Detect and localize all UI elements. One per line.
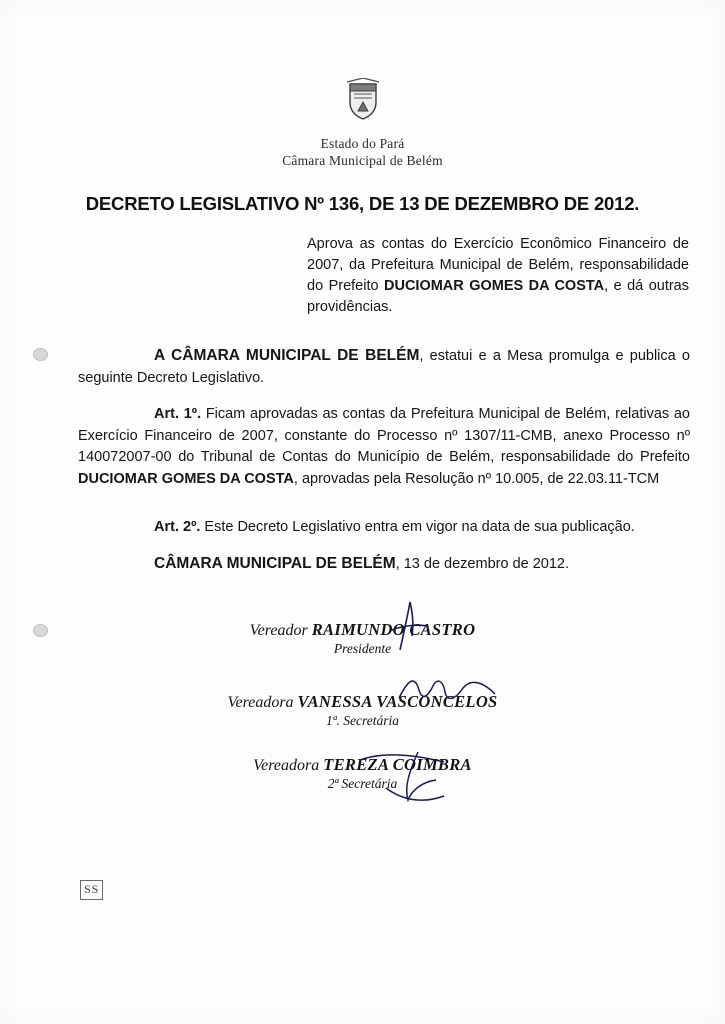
ementa-mayor-name: DUCIOMAR GOMES DA COSTA: [384, 278, 605, 294]
signature-role: 1ª. Secretária: [326, 713, 399, 728]
signature-name: TEREZA COIMBRA: [323, 755, 472, 774]
signature-role: 2ª Secretária: [327, 776, 398, 791]
signature-name: RAIMUNDO CASTRO: [311, 620, 476, 639]
preamble-chamber-name: A CÂMARA MUNICIPAL DE BELÉM: [154, 347, 420, 364]
signature-name-line: [0, 755, 725, 775]
state-line: Estado do Pará: [320, 136, 405, 151]
crest-container: [0, 78, 725, 127]
signature-prefix: Vereador: [249, 622, 312, 639]
chamber-line: Câmara Municipal de Belém: [282, 153, 443, 168]
preamble-rest: , estatui e a Mesa promulga e publica o seguinte Decreto Legislativo.: [78, 348, 690, 386]
article-1-text-a: Ficam aprovadas as contas da Prefeitura Municipal de Belém, relativas ao Exercício Financeiro de 2007, constante do Processo nº 1307/11-CMB, anexo Processo nº 140072007-00 do Tribunal de Contas do Município de Belém, responsabilidade do Prefeito: [78, 406, 690, 465]
article-2-text: Este Decreto Legislativo entra em vigor na data de sua publicação.: [200, 519, 635, 535]
article-1-text-b: , aprovadas pela Resolução nº 10.005, de 22.03.11-TCM: [293, 470, 660, 487]
signature-name-line: [0, 692, 725, 712]
ementa-text-part2: , e dá outras providências.: [307, 278, 689, 315]
initials-stamp: SS: [80, 880, 103, 900]
document-title: DECRETO LEGISLATIVO Nº 136, DE 13 DE DEZEMBRO DE 2012.: [85, 193, 640, 214]
ementa-paragraph: [307, 234, 689, 318]
punch-hole: [33, 348, 48, 361]
article-1-paragraph: [78, 404, 690, 490]
article-1-label: Art. 1º.: [154, 406, 202, 422]
signature-prefix: Vereadora: [227, 694, 298, 711]
article-2-paragraph: [78, 517, 690, 539]
preamble-paragraph: [78, 345, 690, 389]
article-1-mayor-name: DUCIOMAR GOMES DA COSTA: [78, 470, 294, 487]
signature-block-second-secretary: [0, 755, 725, 792]
signature-name-line: [0, 620, 725, 640]
signature-block-president: [0, 620, 725, 657]
closing-date: , 13 de dezembro de 2012.: [395, 556, 570, 572]
signature-name: VANESSA VASCONCELOS: [297, 692, 498, 711]
closing-paragraph: [78, 553, 690, 576]
ementa-text-part1: Aprova as contas do Exercício Econômico Financeiro de 2007, da Prefeitura Municipal de Belém, responsabilidade do Prefeito: [307, 236, 689, 294]
signature-block-first-secretary: [0, 692, 725, 729]
signature-role: Presidente: [333, 641, 392, 656]
signature-prefix: Vereadora: [253, 757, 324, 774]
article-2-label: Art. 2º.: [154, 519, 201, 535]
closing-chamber-name: CÂMARA MUNICIPAL DE BELÉM: [154, 555, 396, 572]
coat-of-arms-icon: [344, 78, 382, 122]
